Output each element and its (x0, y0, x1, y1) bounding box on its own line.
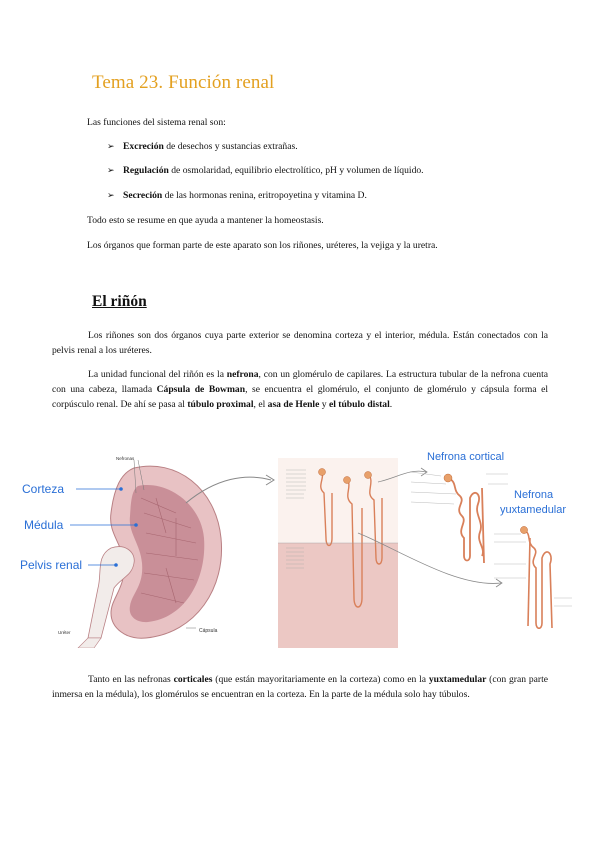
arrow-bullet-icon: ➢ (107, 142, 115, 152)
juxtamedullary-nephron-illustration (494, 526, 572, 628)
bullet-text: de las hormonas renina, eritropoyetina y vitamina D. (162, 190, 367, 201)
bullet-text: de osmolaridad, equilibrio electrolítico, pH y volumen de líquido. (168, 165, 424, 176)
label-nefrona: Nefrona (514, 489, 554, 501)
label-yuxtamedular: yuxtamedular (500, 504, 567, 516)
label-nefronas: Nefronas (116, 456, 135, 461)
label-ureter: Uréter (58, 630, 71, 635)
bullet-excrecion (107, 140, 298, 154)
label-medula: Médula (24, 518, 64, 532)
cortical-nephron-illustration (411, 472, 508, 563)
paragraph-rinon: Los riñones son dos órganos cuya parte exterior se denomina corteza y el interior, médula. Están conectados con la pelvis renal a los uréteres. (52, 330, 548, 356)
tissue-zoom-panel (278, 458, 398, 648)
bullet-secrecion (107, 189, 367, 203)
bullet-term: Excreción (123, 141, 164, 152)
bullet-regulacion (107, 164, 424, 178)
label-nefrona-cortical: Nefrona cortical (427, 451, 505, 463)
label-capsula: Cápsula (199, 628, 218, 634)
intro-text: Las funciones del sistema renal son: (87, 117, 226, 128)
bullet-text: de desechos y sustancias extrañas. (163, 141, 298, 152)
paragraph-nefrona: La unidad funcional del riñón es la nefrona, con un glomérulo de capilares. La estructura tubular de la nefrona cuenta con una cabeza, llamada Cápsula de Bowman, se encuentra el glomérulo, el conjunto de glomérulo y cápsula forma el corpúsculo renal. De ahí se pasa al túbulo proximal, el asa de Henle y el túbulo distal. (52, 369, 549, 410)
label-pelvis-renal: Pelvis renal (20, 558, 83, 572)
arrow-bullet-icon: ➢ (107, 166, 115, 176)
summary-homeostasis: Todo esto se resume en que ayuda a mantener la homeostasis. (87, 215, 324, 226)
kidney-nephron-figure (16, 438, 586, 648)
bullet-term: Regulación (123, 165, 169, 176)
section-heading: El riñón (92, 293, 147, 310)
paragraph-nefronas-tipos: Tanto en las nefronas corticales (que están mayoritariamente en la corteza) como en la yuxtamedular (con gran parte inmersa en la médula), los glomérulos se encuentran en la corteza. En la parte de la médula solo hay túbulos. (52, 674, 549, 700)
arrow-bullet-icon: ➢ (107, 191, 115, 201)
bullet-term: Secreción (123, 190, 163, 201)
kidney-illustration (78, 460, 222, 648)
summary-organos: Los órganos que forman parte de este aparato son los riñones, uréteres, la vejiga y la uretra. (87, 240, 438, 251)
label-corteza: Corteza (22, 482, 65, 496)
page-title: Tema 23. Función renal (92, 72, 275, 93)
